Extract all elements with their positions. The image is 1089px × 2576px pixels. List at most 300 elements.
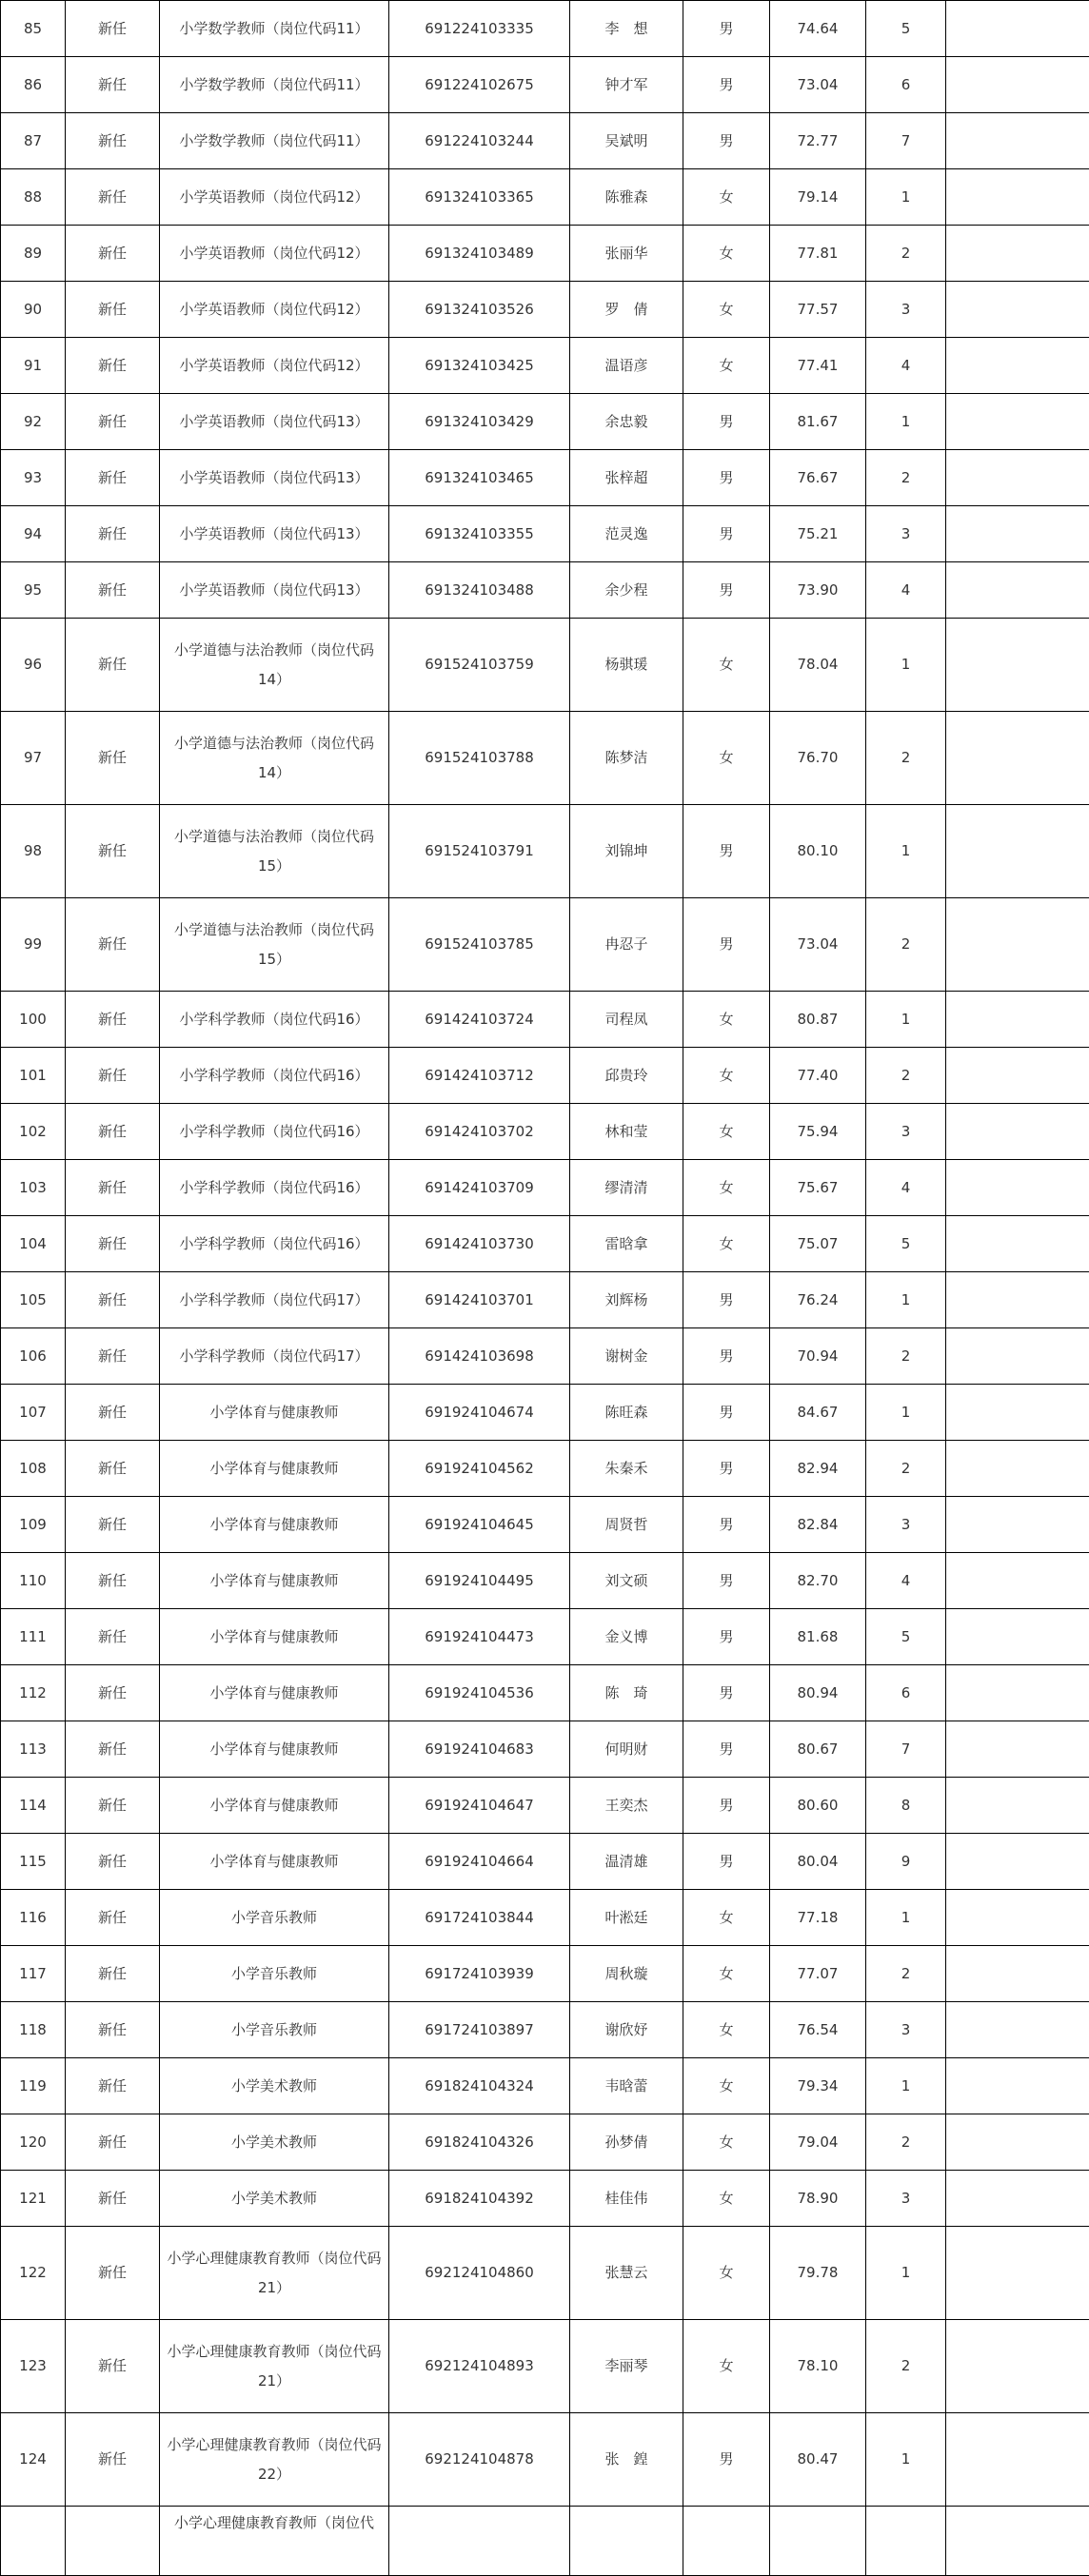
row-number-cell: 96	[1, 619, 66, 712]
name-cell: 温语彦	[570, 338, 683, 394]
rank-cell: 1	[866, 2058, 946, 2114]
name-cell: 张梓超	[570, 450, 683, 506]
row-number-cell: 116	[1, 1890, 66, 1946]
exam-id-cell: 691324103365	[389, 169, 570, 226]
rank-cell: 2	[866, 1946, 946, 2002]
name-cell	[570, 2507, 683, 2576]
score-cell: 77.40	[770, 1048, 866, 1104]
position-cell: 小学英语教师（岗位代码12）	[160, 282, 389, 338]
rank-cell: 2	[866, 1441, 946, 1497]
score-cell: 78.04	[770, 619, 866, 712]
rank-cell: 2	[866, 2320, 946, 2413]
gender-cell: 男	[683, 1385, 770, 1441]
gender-cell: 男	[683, 1272, 770, 1328]
row-number-cell: 102	[1, 1104, 66, 1160]
note-cell	[946, 562, 1089, 619]
exam-id-cell: 691224102675	[389, 57, 570, 113]
table-row	[1, 1272, 1089, 1328]
score-cell: 77.41	[770, 338, 866, 394]
type-cell: 新任	[66, 1665, 160, 1721]
exam-id-cell: 691924104647	[389, 1778, 570, 1834]
gender-cell: 女	[683, 1890, 770, 1946]
exam-id-cell: 691424103730	[389, 1216, 570, 1272]
score-cell: 78.90	[770, 2171, 866, 2227]
type-cell: 新任	[66, 450, 160, 506]
name-cell: 钟才军	[570, 57, 683, 113]
type-cell: 新任	[66, 169, 160, 226]
row-number-cell: 100	[1, 992, 66, 1048]
type-cell: 新任	[66, 1048, 160, 1104]
score-cell: 76.67	[770, 450, 866, 506]
exam-id-cell: 691224103335	[389, 1, 570, 57]
type-cell: 新任	[66, 1160, 160, 1216]
row-number-cell: 89	[1, 226, 66, 282]
rank-cell: 2	[866, 2114, 946, 2171]
type-cell: 新任	[66, 2413, 160, 2507]
exam-id-cell: 691924104562	[389, 1441, 570, 1497]
exam-id-cell: 692124104860	[389, 2227, 570, 2320]
table-row	[1, 619, 1089, 712]
score-cell: 73.04	[770, 57, 866, 113]
type-cell: 新任	[66, 1834, 160, 1890]
position-cell: 小学英语教师（岗位代码13）	[160, 450, 389, 506]
table-row	[1, 1104, 1089, 1160]
score-cell: 79.34	[770, 2058, 866, 2114]
note-cell	[946, 1328, 1089, 1385]
note-cell	[946, 2002, 1089, 2058]
name-cell: 温清雄	[570, 1834, 683, 1890]
position-cell: 小学英语教师（岗位代码13）	[160, 394, 389, 450]
exam-id-cell: 691924104536	[389, 1665, 570, 1721]
name-cell: 孙梦倩	[570, 2114, 683, 2171]
table-row	[1, 1385, 1089, 1441]
note-cell	[946, 57, 1089, 113]
row-number-cell: 121	[1, 2171, 66, 2227]
type-cell: 新任	[66, 898, 160, 992]
name-cell: 谢欣妤	[570, 2002, 683, 2058]
note-cell	[946, 1890, 1089, 1946]
gender-cell: 男	[683, 1665, 770, 1721]
name-cell: 吴斌明	[570, 113, 683, 169]
row-number-cell: 122	[1, 2227, 66, 2320]
table-row	[1, 1160, 1089, 1216]
gender-cell: 女	[683, 282, 770, 338]
table-row	[1, 1216, 1089, 1272]
position-cell: 小学心理健康教育教师（岗位代码21）	[160, 2320, 389, 2413]
position-cell: 小学心理健康教育教师（岗位代	[160, 2507, 389, 2576]
note-cell	[946, 1665, 1089, 1721]
rank-cell: 3	[866, 2002, 946, 2058]
note-cell	[946, 1609, 1089, 1665]
exam-id-cell: 691424103701	[389, 1272, 570, 1328]
type-cell: 新任	[66, 1216, 160, 1272]
name-cell: 周贤哲	[570, 1497, 683, 1553]
name-cell: 冉忍子	[570, 898, 683, 992]
row-number-cell: 109	[1, 1497, 66, 1553]
score-cell: 78.10	[770, 2320, 866, 2413]
row-number-cell: 90	[1, 282, 66, 338]
row-number-cell: 106	[1, 1328, 66, 1385]
note-cell	[946, 1553, 1089, 1609]
table-row	[1, 1497, 1089, 1553]
rank-cell	[866, 2507, 946, 2576]
gender-cell: 女	[683, 2114, 770, 2171]
note-cell	[946, 712, 1089, 805]
name-cell: 陈梦洁	[570, 712, 683, 805]
name-cell: 缪清清	[570, 1160, 683, 1216]
score-cell: 76.70	[770, 712, 866, 805]
row-number-cell: 91	[1, 338, 66, 394]
exam-id-cell: 691924104645	[389, 1497, 570, 1553]
gender-cell: 女	[683, 1104, 770, 1160]
position-cell: 小学体育与健康教师	[160, 1834, 389, 1890]
score-cell: 75.67	[770, 1160, 866, 1216]
position-cell: 小学科学教师（岗位代码16）	[160, 1160, 389, 1216]
score-cell: 80.47	[770, 2413, 866, 2507]
exam-id-cell: 691324103488	[389, 562, 570, 619]
table-row	[1, 2320, 1089, 2413]
type-cell: 新任	[66, 562, 160, 619]
exam-id-cell: 691524103759	[389, 619, 570, 712]
rank-cell: 2	[866, 1328, 946, 1385]
name-cell: 刘文硕	[570, 1553, 683, 1609]
rank-cell: 1	[866, 2413, 946, 2507]
position-cell: 小学美术教师	[160, 2171, 389, 2227]
exam-id-cell: 691324103465	[389, 450, 570, 506]
note-cell	[946, 992, 1089, 1048]
table-row	[1, 2413, 1089, 2507]
rank-cell: 6	[866, 57, 946, 113]
position-cell: 小学道德与法治教师（岗位代码14）	[160, 712, 389, 805]
gender-cell: 女	[683, 338, 770, 394]
exam-id-cell: 691524103785	[389, 898, 570, 992]
score-cell: 70.94	[770, 1328, 866, 1385]
type-cell: 新任	[66, 394, 160, 450]
table-row	[1, 394, 1089, 450]
exam-id-cell: 691324103425	[389, 338, 570, 394]
rank-cell: 4	[866, 1160, 946, 1216]
position-cell: 小学体育与健康教师	[160, 1665, 389, 1721]
position-cell: 小学心理健康教育教师（岗位代码21）	[160, 2227, 389, 2320]
row-number-cell: 119	[1, 2058, 66, 2114]
name-cell: 张慧云	[570, 2227, 683, 2320]
name-cell: 刘锦坤	[570, 805, 683, 898]
type-cell: 新任	[66, 1328, 160, 1385]
exam-id-cell: 691924104473	[389, 1609, 570, 1665]
position-cell: 小学道德与法治教师（岗位代码14）	[160, 619, 389, 712]
score-cell: 76.24	[770, 1272, 866, 1328]
position-cell: 小学科学教师（岗位代码17）	[160, 1272, 389, 1328]
row-number-cell: 110	[1, 1553, 66, 1609]
score-cell: 80.67	[770, 1721, 866, 1778]
row-number-cell: 95	[1, 562, 66, 619]
name-cell: 余忠毅	[570, 394, 683, 450]
type-cell: 新任	[66, 805, 160, 898]
gender-cell	[683, 2507, 770, 2576]
type-cell: 新任	[66, 338, 160, 394]
position-cell: 小学科学教师（岗位代码16）	[160, 1104, 389, 1160]
score-cell: 76.54	[770, 2002, 866, 2058]
note-cell	[946, 338, 1089, 394]
score-cell: 79.04	[770, 2114, 866, 2171]
table-row	[1, 2058, 1089, 2114]
name-cell: 陈雅森	[570, 169, 683, 226]
name-cell: 周秋璇	[570, 1946, 683, 2002]
row-number-cell: 104	[1, 1216, 66, 1272]
exam-id-cell: 692124104893	[389, 2320, 570, 2413]
name-cell: 雷晗拿	[570, 1216, 683, 1272]
note-cell	[946, 1721, 1089, 1778]
rank-cell: 5	[866, 1609, 946, 1665]
row-number-cell: 105	[1, 1272, 66, 1328]
rank-cell: 7	[866, 113, 946, 169]
position-cell: 小学数学教师（岗位代码11）	[160, 1, 389, 57]
note-cell	[946, 1441, 1089, 1497]
exam-id-cell: 692124104878	[389, 2413, 570, 2507]
position-cell: 小学数学教师（岗位代码11）	[160, 57, 389, 113]
position-cell: 小学科学教师（岗位代码16）	[160, 992, 389, 1048]
type-cell: 新任	[66, 2002, 160, 2058]
note-cell	[946, 1, 1089, 57]
note-cell	[946, 1778, 1089, 1834]
row-number-cell: 111	[1, 1609, 66, 1665]
name-cell: 张 鍠	[570, 2413, 683, 2507]
rank-cell: 3	[866, 1104, 946, 1160]
table-row	[1, 1890, 1089, 1946]
exam-id-cell: 691724103939	[389, 1946, 570, 2002]
gender-cell: 女	[683, 2058, 770, 2114]
score-cell: 75.94	[770, 1104, 866, 1160]
type-cell: 新任	[66, 1890, 160, 1946]
type-cell: 新任	[66, 1721, 160, 1778]
row-number-cell: 97	[1, 712, 66, 805]
table-row	[1, 1609, 1089, 1665]
position-cell: 小学英语教师（岗位代码13）	[160, 562, 389, 619]
name-cell: 金义博	[570, 1609, 683, 1665]
row-number-cell: 87	[1, 113, 66, 169]
exam-id-cell: 691224103244	[389, 113, 570, 169]
rank-cell: 1	[866, 1385, 946, 1441]
exam-id-cell: 691324103429	[389, 394, 570, 450]
rank-cell: 5	[866, 1216, 946, 1272]
score-cell: 80.94	[770, 1665, 866, 1721]
position-cell: 小学音乐教师	[160, 1946, 389, 2002]
note-cell	[946, 506, 1089, 562]
row-number-cell: 98	[1, 805, 66, 898]
table-row	[1, 506, 1089, 562]
table-row	[1, 282, 1089, 338]
note-cell	[946, 282, 1089, 338]
score-cell: 82.84	[770, 1497, 866, 1553]
type-cell	[66, 2507, 160, 2576]
type-cell: 新任	[66, 2114, 160, 2171]
row-number-cell: 99	[1, 898, 66, 992]
row-number-cell: 115	[1, 1834, 66, 1890]
name-cell: 罗 倩	[570, 282, 683, 338]
exam-id-cell: 691424103698	[389, 1328, 570, 1385]
table-row	[1, 450, 1089, 506]
score-cell: 84.67	[770, 1385, 866, 1441]
gender-cell: 男	[683, 562, 770, 619]
row-number-cell: 120	[1, 2114, 66, 2171]
note-cell	[946, 1272, 1089, 1328]
type-cell: 新任	[66, 619, 160, 712]
rank-cell: 3	[866, 506, 946, 562]
note-cell	[946, 1946, 1089, 2002]
position-cell: 小学英语教师（岗位代码12）	[160, 169, 389, 226]
note-cell	[946, 1048, 1089, 1104]
rank-cell: 3	[866, 1497, 946, 1553]
gender-cell: 男	[683, 1553, 770, 1609]
type-cell: 新任	[66, 506, 160, 562]
table-row	[1, 2114, 1089, 2171]
row-number-cell: 118	[1, 2002, 66, 2058]
rank-cell: 1	[866, 394, 946, 450]
gender-cell: 男	[683, 898, 770, 992]
score-cell: 80.04	[770, 1834, 866, 1890]
type-cell: 新任	[66, 1272, 160, 1328]
exam-id-cell: 691724103897	[389, 2002, 570, 2058]
table-row	[1, 1328, 1089, 1385]
score-cell: 81.68	[770, 1609, 866, 1665]
row-number-cell: 85	[1, 1, 66, 57]
gender-cell: 女	[683, 169, 770, 226]
gender-cell: 男	[683, 1441, 770, 1497]
note-cell	[946, 226, 1089, 282]
type-cell: 新任	[66, 1778, 160, 1834]
row-number-cell: 124	[1, 2413, 66, 2507]
name-cell: 司程凤	[570, 992, 683, 1048]
row-number-cell: 108	[1, 1441, 66, 1497]
row-number-cell: 88	[1, 169, 66, 226]
rank-cell: 1	[866, 1890, 946, 1946]
gender-cell: 女	[683, 2320, 770, 2413]
type-cell: 新任	[66, 2171, 160, 2227]
name-cell: 邱贵玲	[570, 1048, 683, 1104]
rank-cell: 9	[866, 1834, 946, 1890]
gender-cell: 男	[683, 394, 770, 450]
note-cell	[946, 1497, 1089, 1553]
position-cell: 小学科学教师（岗位代码16）	[160, 1216, 389, 1272]
table-row	[1, 712, 1089, 805]
note-cell	[946, 1160, 1089, 1216]
score-cell	[770, 2507, 866, 2576]
position-cell: 小学音乐教师	[160, 1890, 389, 1946]
row-number-cell: 112	[1, 1665, 66, 1721]
note-cell	[946, 450, 1089, 506]
exam-id-cell: 691824104392	[389, 2171, 570, 2227]
rank-cell: 4	[866, 1553, 946, 1609]
row-number-cell: 86	[1, 57, 66, 113]
table-body	[1, 1, 1089, 2576]
rank-cell: 2	[866, 450, 946, 506]
type-cell: 新任	[66, 2058, 160, 2114]
gender-cell: 男	[683, 57, 770, 113]
score-cell: 75.21	[770, 506, 866, 562]
table-row	[1, 1834, 1089, 1890]
name-cell: 王奕杰	[570, 1778, 683, 1834]
rank-cell: 5	[866, 1, 946, 57]
rank-cell: 1	[866, 2227, 946, 2320]
note-cell	[946, 169, 1089, 226]
gender-cell: 女	[683, 1946, 770, 2002]
type-cell: 新任	[66, 1609, 160, 1665]
position-cell: 小学心理健康教育教师（岗位代码22）	[160, 2413, 389, 2507]
exam-id-cell: 691924104683	[389, 1721, 570, 1778]
exam-id-cell: 691324103355	[389, 506, 570, 562]
gender-cell: 女	[683, 2171, 770, 2227]
row-number-cell: 107	[1, 1385, 66, 1441]
name-cell: 叶淞廷	[570, 1890, 683, 1946]
rank-cell: 2	[866, 712, 946, 805]
name-cell: 桂佳伟	[570, 2171, 683, 2227]
row-number-cell: 117	[1, 1946, 66, 2002]
position-cell: 小学体育与健康教师	[160, 1553, 389, 1609]
gender-cell: 女	[683, 619, 770, 712]
gender-cell: 男	[683, 2413, 770, 2507]
row-number-cell	[1, 2507, 66, 2576]
table-row	[1, 1441, 1089, 1497]
exam-id-cell	[389, 2507, 570, 2576]
row-number-cell: 113	[1, 1721, 66, 1778]
gender-cell: 男	[683, 113, 770, 169]
table-row	[1, 1665, 1089, 1721]
table-row	[1, 1048, 1089, 1104]
type-cell: 新任	[66, 1497, 160, 1553]
name-cell: 陈 琦	[570, 1665, 683, 1721]
row-number-cell: 94	[1, 506, 66, 562]
score-cell: 73.90	[770, 562, 866, 619]
table-row	[1, 562, 1089, 619]
position-cell: 小学体育与健康教师	[160, 1609, 389, 1665]
score-cell: 82.70	[770, 1553, 866, 1609]
row-number-cell: 101	[1, 1048, 66, 1104]
table-row	[1, 1553, 1089, 1609]
exam-id-cell: 691524103791	[389, 805, 570, 898]
position-cell: 小学体育与健康教师	[160, 1778, 389, 1834]
note-cell	[946, 2058, 1089, 2114]
gender-cell: 男	[683, 805, 770, 898]
name-cell: 刘辉杨	[570, 1272, 683, 1328]
note-cell	[946, 113, 1089, 169]
note-cell	[946, 1104, 1089, 1160]
exam-id-cell: 691324103526	[389, 282, 570, 338]
score-cell: 72.77	[770, 113, 866, 169]
type-cell: 新任	[66, 2320, 160, 2413]
name-cell: 杨骐瑗	[570, 619, 683, 712]
position-cell: 小学科学教师（岗位代码16）	[160, 1048, 389, 1104]
rank-cell: 6	[866, 1665, 946, 1721]
name-cell: 何明财	[570, 1721, 683, 1778]
note-cell	[946, 2320, 1089, 2413]
name-cell: 余少程	[570, 562, 683, 619]
rank-cell: 4	[866, 562, 946, 619]
table-row	[1, 1721, 1089, 1778]
exam-id-cell: 691324103489	[389, 226, 570, 282]
note-cell	[946, 394, 1089, 450]
position-cell: 小学科学教师（岗位代码17）	[160, 1328, 389, 1385]
rank-cell: 3	[866, 2171, 946, 2227]
score-cell: 74.64	[770, 1, 866, 57]
gender-cell: 女	[683, 1160, 770, 1216]
position-cell: 小学音乐教师	[160, 2002, 389, 2058]
score-cell: 82.94	[770, 1441, 866, 1497]
name-cell: 李 想	[570, 1, 683, 57]
gender-cell: 女	[683, 2002, 770, 2058]
type-cell: 新任	[66, 1553, 160, 1609]
row-number-cell: 103	[1, 1160, 66, 1216]
table-row	[1, 2507, 1089, 2576]
